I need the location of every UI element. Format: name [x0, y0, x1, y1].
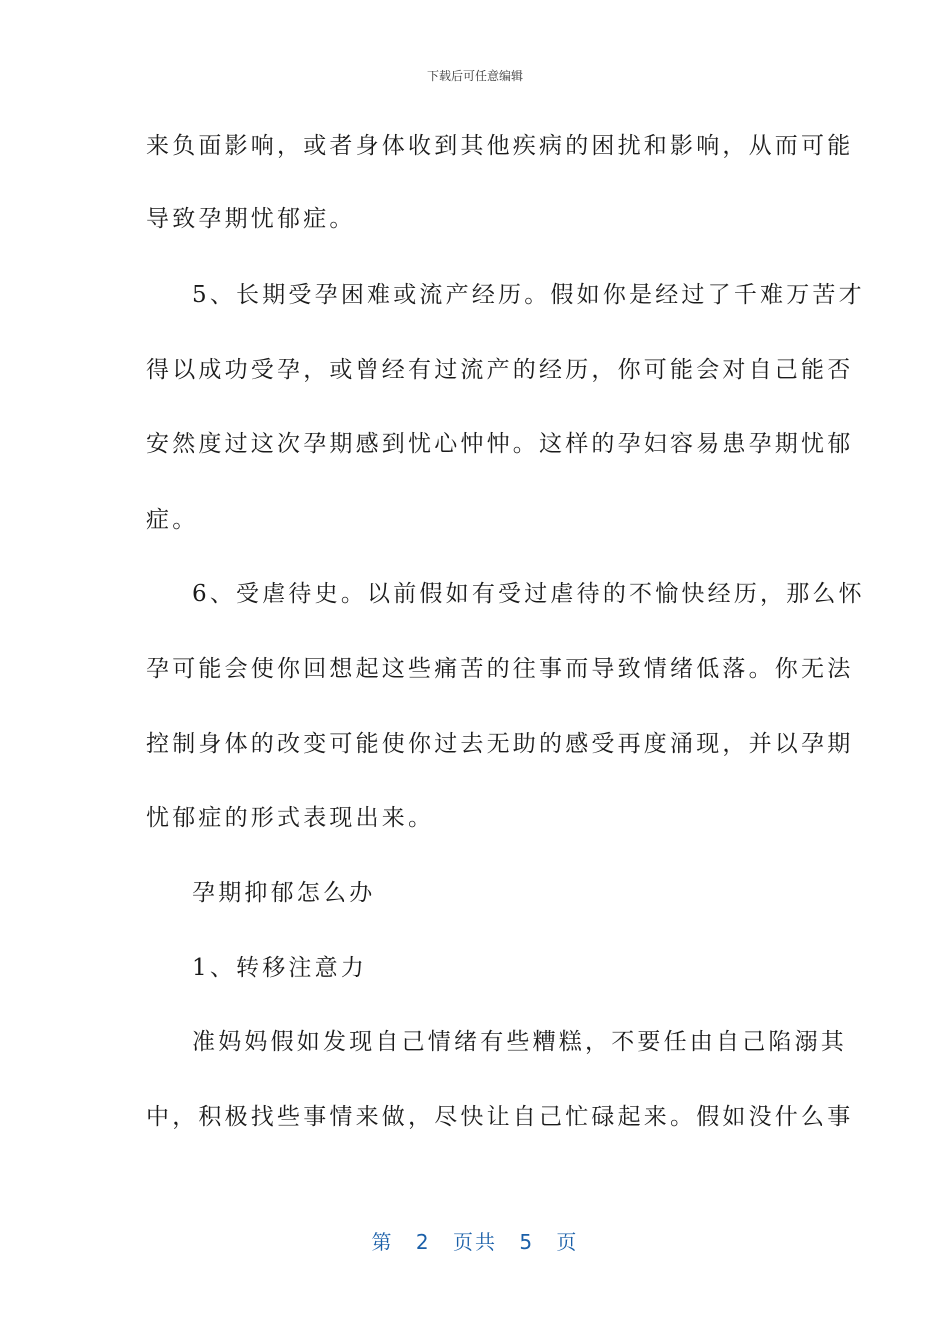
- text-line: 5、长期受孕困难或流产经历。假如你是经过了千难万苦才: [192, 282, 865, 308]
- text-line: 得以成功受孕，或曾经有过流产的经历，你可能会对自己能否: [146, 357, 854, 383]
- text-line: 忧郁症的形式表现出来。: [146, 805, 435, 831]
- page-header: 下载后可任意编辑: [426, 69, 523, 83]
- text-line: 准妈妈假如发现自己情绪有些糟糕，不要任由自己陷溺其: [192, 1029, 847, 1055]
- text-line: 6、受虐待史。以前假如有受过虐待的不愉快经历，那么怀: [192, 581, 865, 607]
- text-line: 症。: [146, 507, 199, 533]
- page-footer: 第 2 页共 5 页: [371, 1230, 579, 1254]
- text-line: 1、转移注意力: [192, 955, 368, 981]
- text-line: 控制身体的改变可能使你过去无助的感受再度涌现，并以孕期: [146, 731, 854, 757]
- text-line: 中，积极找些事情来做，尽快让自己忙碌起来。假如没什么事: [146, 1104, 854, 1130]
- section-heading: 孕期抑郁怎么办: [192, 880, 376, 906]
- text-line: 导致孕期忧郁症。: [146, 206, 356, 232]
- text-line: 安然度过这次孕期感到忧心忡忡。这样的孕妇容易患孕期忧郁: [146, 431, 854, 457]
- text-line: 来负面影响，或者身体收到其他疾病的困扰和影响，从而可能: [146, 133, 854, 159]
- text-line: 孕可能会使你回想起这些痛苦的往事而导致情绪低落。你无法: [146, 656, 854, 682]
